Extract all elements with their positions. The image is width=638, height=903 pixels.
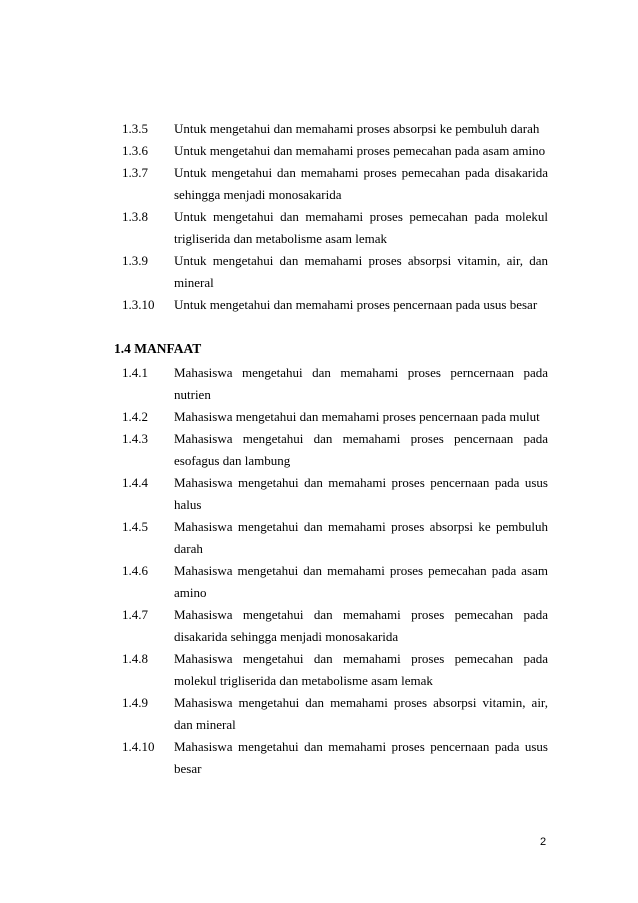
item-text: Mahasiswa mengetahui dan memahami proses pencernaan pada esofagus dan lambung [174, 431, 548, 468]
list-item [122, 560, 548, 604]
section-heading: 1.4 MANFAAT [114, 341, 202, 356]
item-text: Mahasiswa mengetahui dan memahami proses pencernaan pada usus halus [174, 475, 548, 512]
item-number: 1.3.10 [122, 297, 155, 312]
list-item [122, 428, 548, 472]
item-text: Untuk mengetahui dan memahami proses absorpsi ke pembuluh darah [174, 121, 540, 136]
item-text: Mahasiswa mengetahui dan memahami proses absorpsi vitamin, air, dan mineral [174, 695, 548, 732]
item-number: 1.3.5 [122, 121, 148, 136]
item-text: Mahasiswa mengetahui dan memahami proses absorpsi ke pembuluh darah [174, 519, 548, 556]
item-text: Untuk mengetahui dan memahami proses pencernaan pada usus besar [174, 297, 538, 312]
list-item [122, 250, 548, 294]
item-number: 1.3.9 [122, 253, 148, 268]
item-number: 1.4.6 [122, 563, 148, 578]
item-number: 1.3.6 [122, 143, 148, 158]
item-number: 1.4.5 [122, 519, 148, 534]
list-item [122, 206, 548, 250]
item-number: 1.4.8 [122, 651, 148, 666]
list-item [122, 140, 548, 162]
item-text: Mahasiswa mengetahui dan memahami proses pemecahan pada disakarida sehingga menjadi monosakarida [174, 607, 548, 644]
list-item [122, 736, 548, 780]
item-number: 1.4.10 [122, 739, 155, 754]
item-text: Untuk mengetahui dan memahami proses pemecahan pada molekul trigliserida dan metabolisme asam lemak [174, 209, 548, 246]
item-number: 1.3.7 [122, 165, 148, 180]
page-number: 2 [540, 836, 547, 848]
list-item [122, 692, 548, 736]
item-number: 1.4.1 [122, 365, 148, 380]
list-item [122, 294, 548, 316]
item-text: Untuk mengetahui dan memahami proses pemecahan pada asam amino [174, 143, 546, 158]
list-item [122, 406, 548, 428]
item-text: Mahasiswa mengetahui dan memahami proses pemecahan pada molekul trigliserida dan metabolisme asam lemak [174, 651, 548, 688]
item-number: 1.4.7 [122, 607, 148, 622]
item-text: Mahasiswa mengetahui dan memahami proses pemecahan pada asam amino [174, 563, 548, 600]
item-text: Untuk mengetahui dan memahami proses absorpsi vitamin, air, dan mineral [174, 253, 548, 290]
list-item [122, 648, 548, 692]
item-number: 1.4.3 [122, 431, 148, 446]
item-number: 1.4.2 [122, 409, 148, 424]
item-text: Mahasiswa mengetahui dan memahami proses pencernaan pada mulut [174, 409, 540, 424]
item-number: 1.4.4 [122, 475, 148, 490]
item-text: Untuk mengetahui dan memahami proses pemecahan pada disakarida sehingga menjadi monosakarida [174, 165, 548, 202]
list-item [122, 118, 548, 140]
item-number: 1.4.9 [122, 695, 148, 710]
list-item [122, 472, 548, 516]
item-number: 1.3.8 [122, 209, 148, 224]
benefits-list [122, 362, 548, 780]
list-item [122, 362, 548, 406]
list-item [122, 516, 548, 560]
item-text: Mahasiswa mengetahui dan memahami proses pencernaan pada usus besar [174, 739, 548, 776]
objectives-list [122, 118, 548, 316]
list-item [122, 604, 548, 648]
item-text: Mahasiswa mengetahui dan memahami proses perncernaan pada nutrien [174, 365, 548, 402]
list-item [122, 162, 548, 206]
